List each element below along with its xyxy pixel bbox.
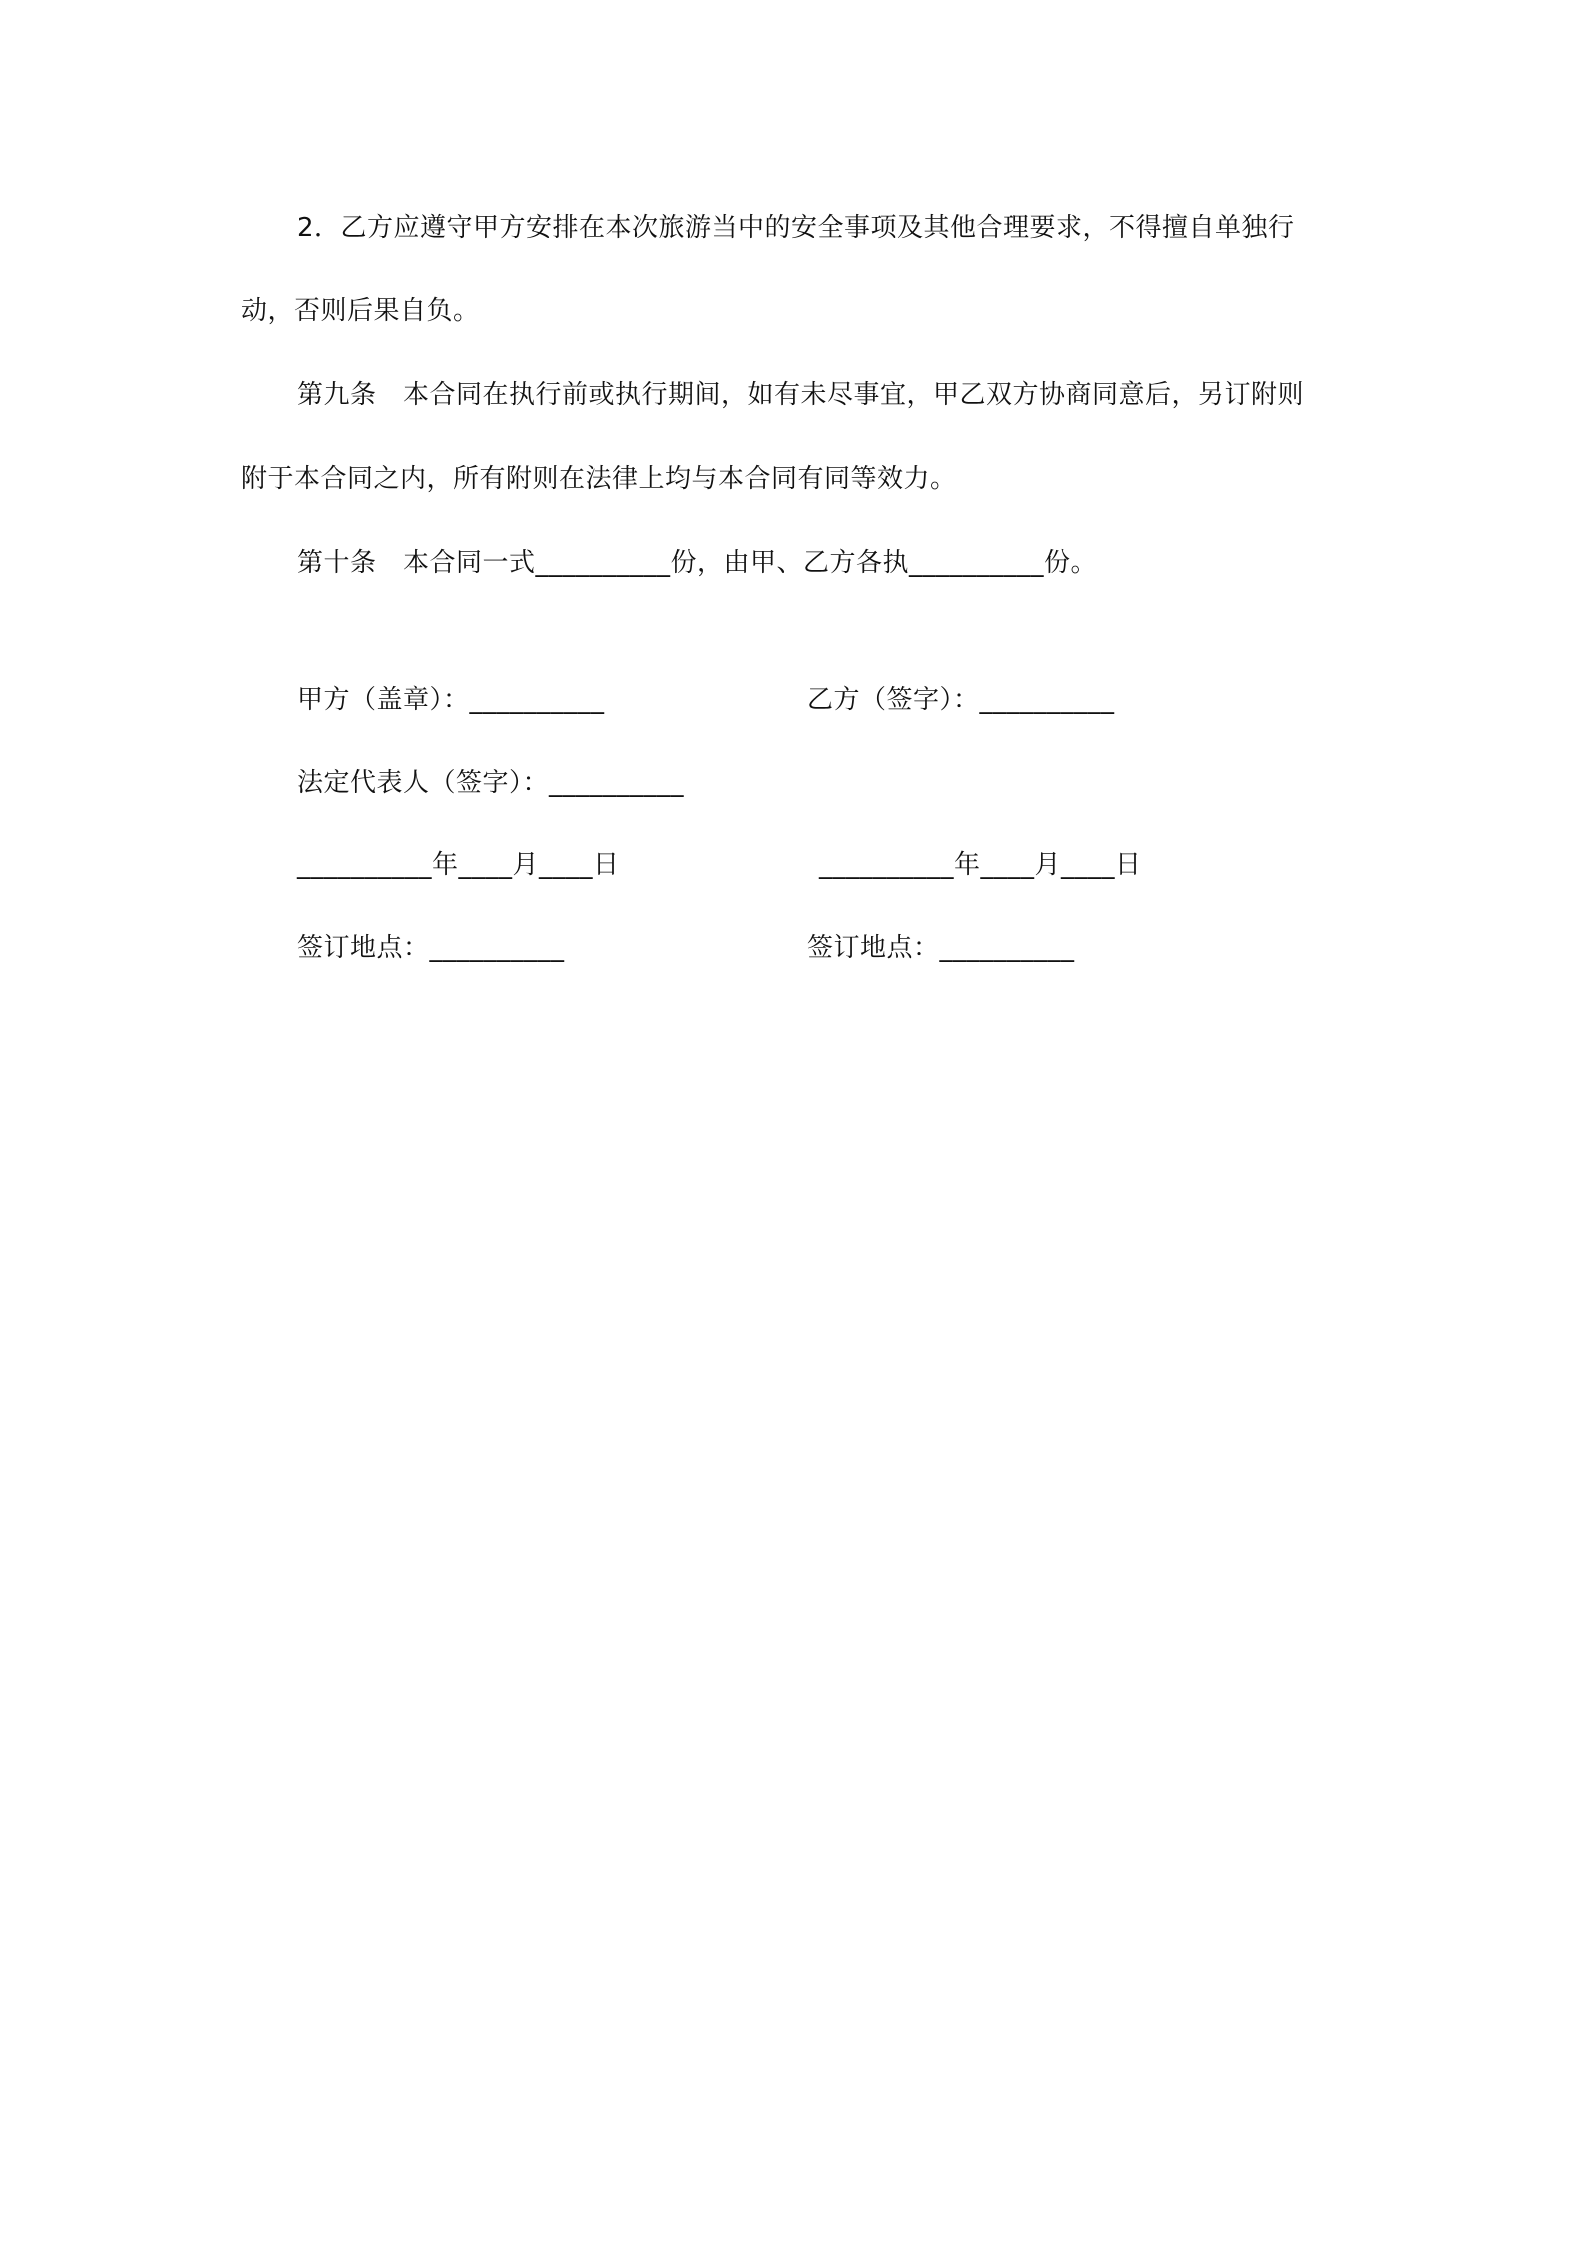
party-b-date-field: __________年____月____日 [819,850,1142,880]
clause-10: 第十条 本合同一式__________份，由甲、乙方各执__________份。 [297,548,1098,578]
legal-representative-signature-field: 法定代表人（签字）：__________ [297,768,685,798]
party-a-seal-field: 甲方（盖章）：__________ [297,685,605,715]
clause-9-line-2: 附于本合同之内，所有附则在法律上均与本合同有同等效力。 [241,464,957,494]
clause-9-line-1: 第九条 本合同在执行前或执行期间，如有未尽事宜，甲乙双方协商同意后，另订附则 [297,380,1305,410]
party-b-signing-place-field: 签订地点：__________ [807,933,1075,963]
clause-8-item-2-line-1: 2．乙方应遵守甲方安排在本次旅游当中的安全事项及其他合理要求，不得擅自单独行 [297,213,1295,243]
party-a-date-field: __________年____月____日 [297,850,620,880]
clause-8-item-2-line-2: 动，否则后果自负。 [241,296,480,326]
party-a-signing-place-field: 签订地点：__________ [297,933,565,963]
party-b-signature-field: 乙方（签字）：__________ [807,685,1115,715]
